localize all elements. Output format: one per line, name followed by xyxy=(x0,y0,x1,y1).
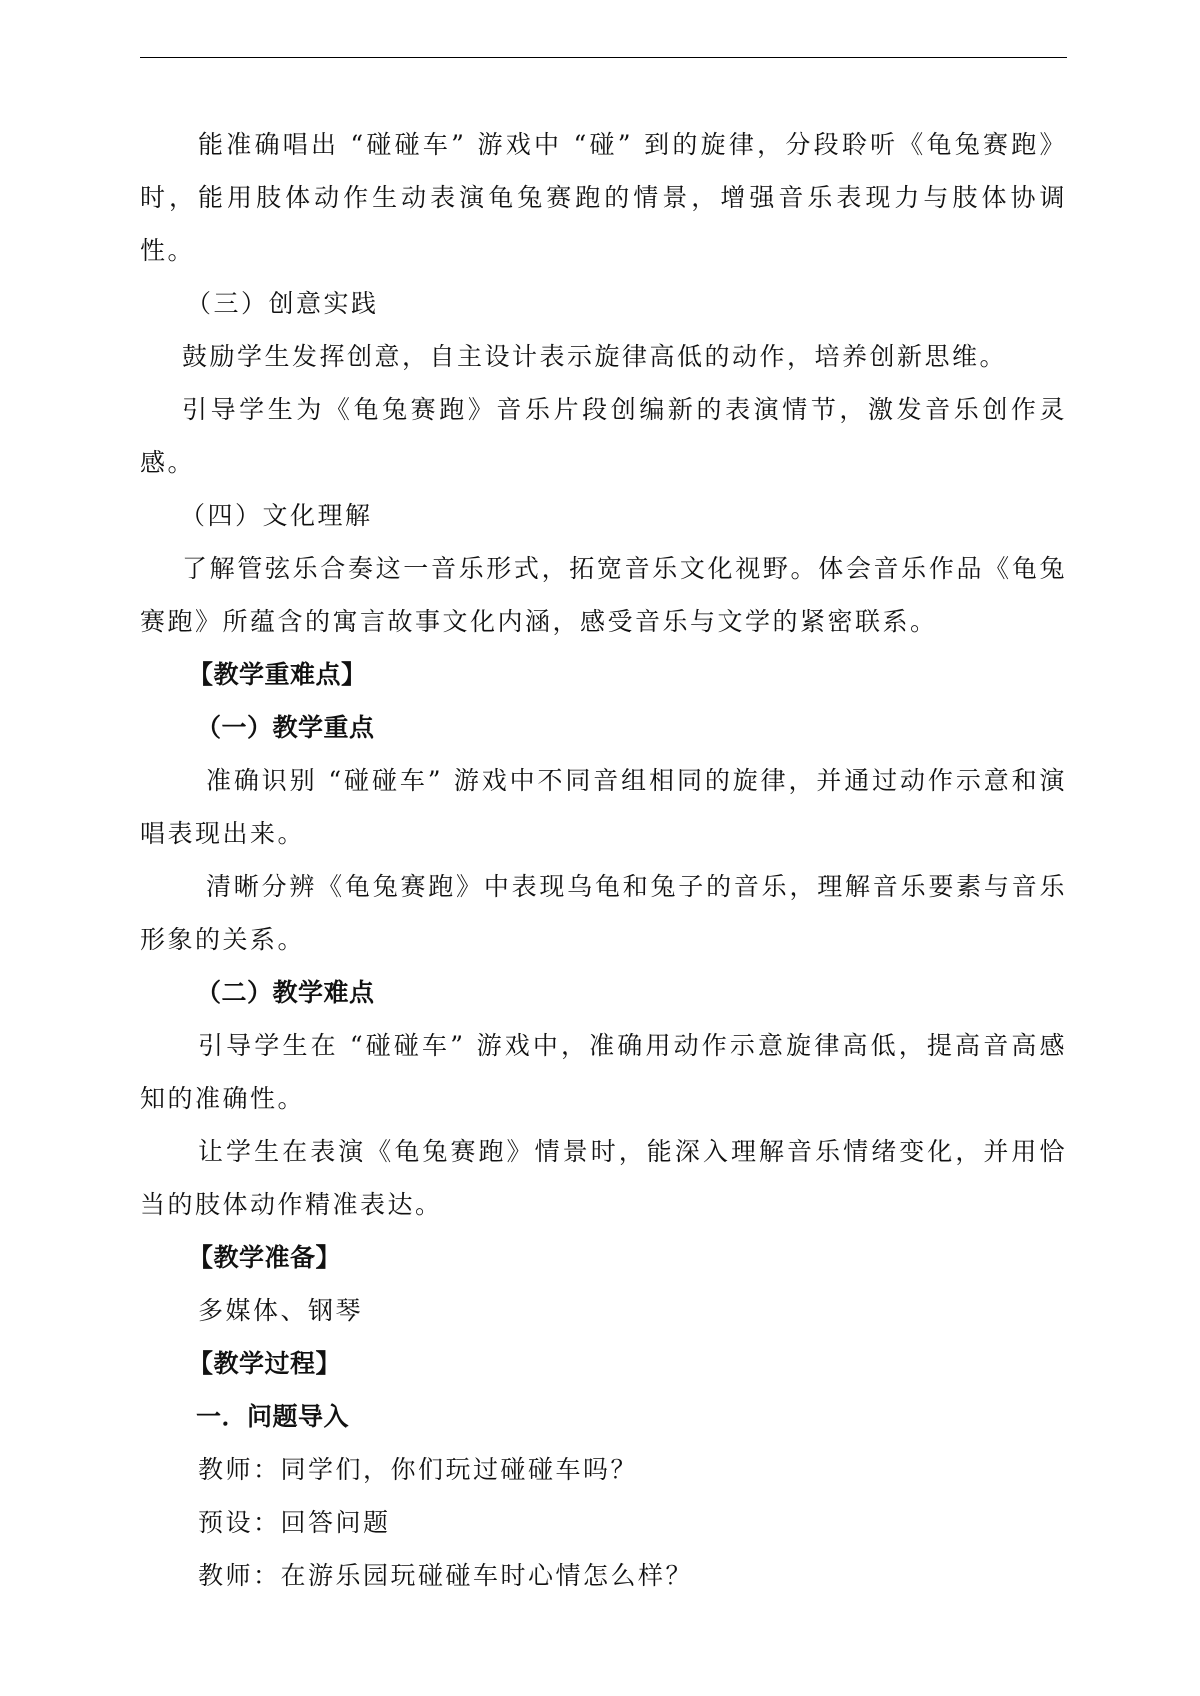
paragraph-culture: 了解管弦乐合奏这一音乐形式，拓宽音乐文化视野。体会音乐作品《龟兔赛跑》所蕴含的寓言故事文化内涵，感受音乐与文学的紧密联系。 xyxy=(140,554,1067,636)
paragraph-teacher-2: 教师：在游乐园玩碰碰车时心情怎么样？ xyxy=(198,1561,694,1590)
paragraph-preparation: 多媒体、钢琴 xyxy=(198,1296,364,1325)
paragraph-key-1: 准确识别 “碰碰车” 游戏中不同音组相同的旋律，并通过动作示意和演唱表现出来。 xyxy=(140,766,1067,848)
heading-process: 【教学过程】 xyxy=(188,1349,342,1378)
paragraph-difficult-2: 让学生在表演《龟兔赛跑》情景时，能深入理解音乐情绪变化，并用恰当的肢体动作精准表达。 xyxy=(140,1137,1067,1219)
heading-difficult-points: （二）教学难点 xyxy=(196,978,375,1007)
heading-key-difficult-points: 【教学重难点】 xyxy=(188,660,367,689)
paragraph-creative-2: 引导学生为《龟兔赛跑》音乐片段创编新的表演情节，激发音乐创作灵感。 xyxy=(140,395,1067,477)
heading-creative-practice: （三）创意实践 xyxy=(186,289,379,318)
heading-key-points: （一）教学重点 xyxy=(196,713,375,742)
paragraph-creative-1: 鼓励学生发挥创意，自主设计表示旋律高低的动作，培养创新思维。 xyxy=(182,342,1008,371)
paragraph-difficult-1: 引导学生在 “碰碰车” 游戏中，准确用动作示意旋律高低，提高音高感知的准确性。 xyxy=(140,1031,1067,1113)
header-rule xyxy=(140,57,1067,58)
heading-step-1: 一．问题导入 xyxy=(196,1402,350,1431)
paragraph-skills: 能准确唱出 “碰碰车” 游戏中 “碰” 到的旋律，分段聆听《龟兔赛跑》时，能用肢体动作生动表演龟兔赛跑的情景，增强音乐表现力与肢体协调性。 xyxy=(140,130,1067,265)
heading-preparation: 【教学准备】 xyxy=(188,1243,342,1272)
heading-culture: （四）文化理解 xyxy=(180,501,373,530)
paragraph-expected: 预设：回答问题 xyxy=(198,1508,391,1537)
paragraph-key-2: 清晰分辨《龟兔赛跑》中表现乌龟和兔子的音乐，理解音乐要素与音乐形象的关系。 xyxy=(140,872,1067,954)
paragraph-teacher-1: 教师：同学们，你们玩过碰碰车吗？ xyxy=(198,1455,639,1484)
document-body xyxy=(140,118,1067,1602)
